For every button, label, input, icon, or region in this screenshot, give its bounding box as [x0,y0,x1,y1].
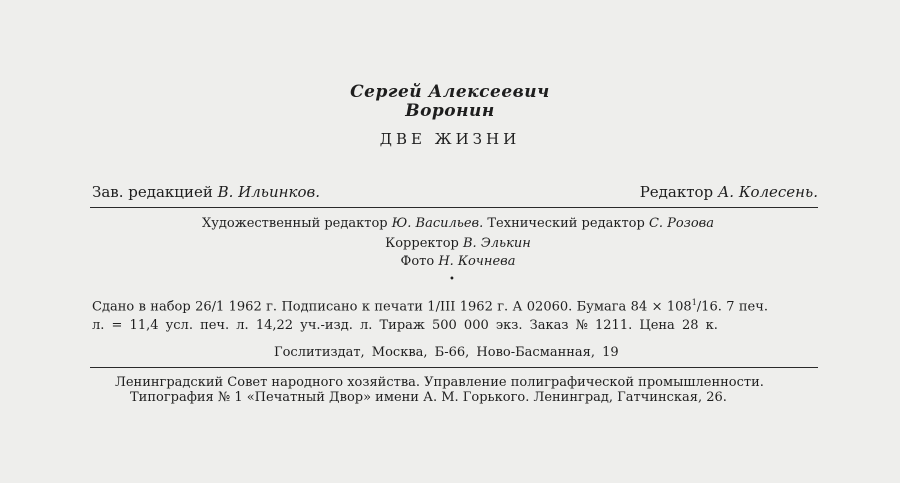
bullet-separator: • [449,274,455,285]
tech-editor-name: С. Розова [648,216,714,231]
photo-label: Фото [400,254,435,269]
pub-line1-sup: 1 [691,298,697,307]
credits-editors-line [8,216,900,231]
head-of-editorial [92,183,320,201]
proofreader-name: В. Элькин [463,236,531,251]
divider-top [90,207,818,208]
pub-line1-main: Сдано в набор 26/1 1962 г. Подписано к печати 1/III 1962 г. А 02060. Бумага 84 × 108 [92,299,692,315]
publication-details-line-2: л. = 11,4 усл. печ. л. 14,22 уч.-изд. л. Тираж 500 000 экз. Заказ № 1211. Цена 28 к. [92,318,718,333]
publication-details-line-1 [92,298,768,314]
head-editor-label: Зав. редакцией [92,183,213,201]
editor-label: Редактор [639,183,714,201]
publisher-address: Гослитиздат, Москва, Б-66, Ново-Басманная, 19 [274,345,619,360]
divider-bottom [90,367,818,368]
author-first-name: Сергей Алексеевич [350,82,550,102]
head-editor-name: В. Ильинков. [217,183,320,201]
printer-line-1: Ленинградский Совет народного хозяйства. Управление полиграфической промышленности. [115,375,764,390]
tech-editor-label: Технический редактор [487,216,645,231]
editor-name: А. Колесень. [717,183,818,201]
pub-line1-tail: /16. 7 печ. [696,299,768,315]
credits-photo-line [8,254,900,269]
book-title: ДВЕ ЖИЗНИ [379,130,521,148]
printer-line-2: Типография № 1 «Печатный Двор» имени А. М. Горького. Ленинград, Гатчинская, 26. [130,390,727,405]
author-last-name: Воронин [405,101,495,121]
photo-name: Н. Кочнева [438,254,516,269]
credits-proofreader-line [8,236,900,251]
proofreader-label: Корректор [385,236,459,251]
art-editor-name: Ю. Васильев. [391,216,484,231]
art-editor-label: Художественный редактор [202,216,388,231]
editor [640,183,818,201]
